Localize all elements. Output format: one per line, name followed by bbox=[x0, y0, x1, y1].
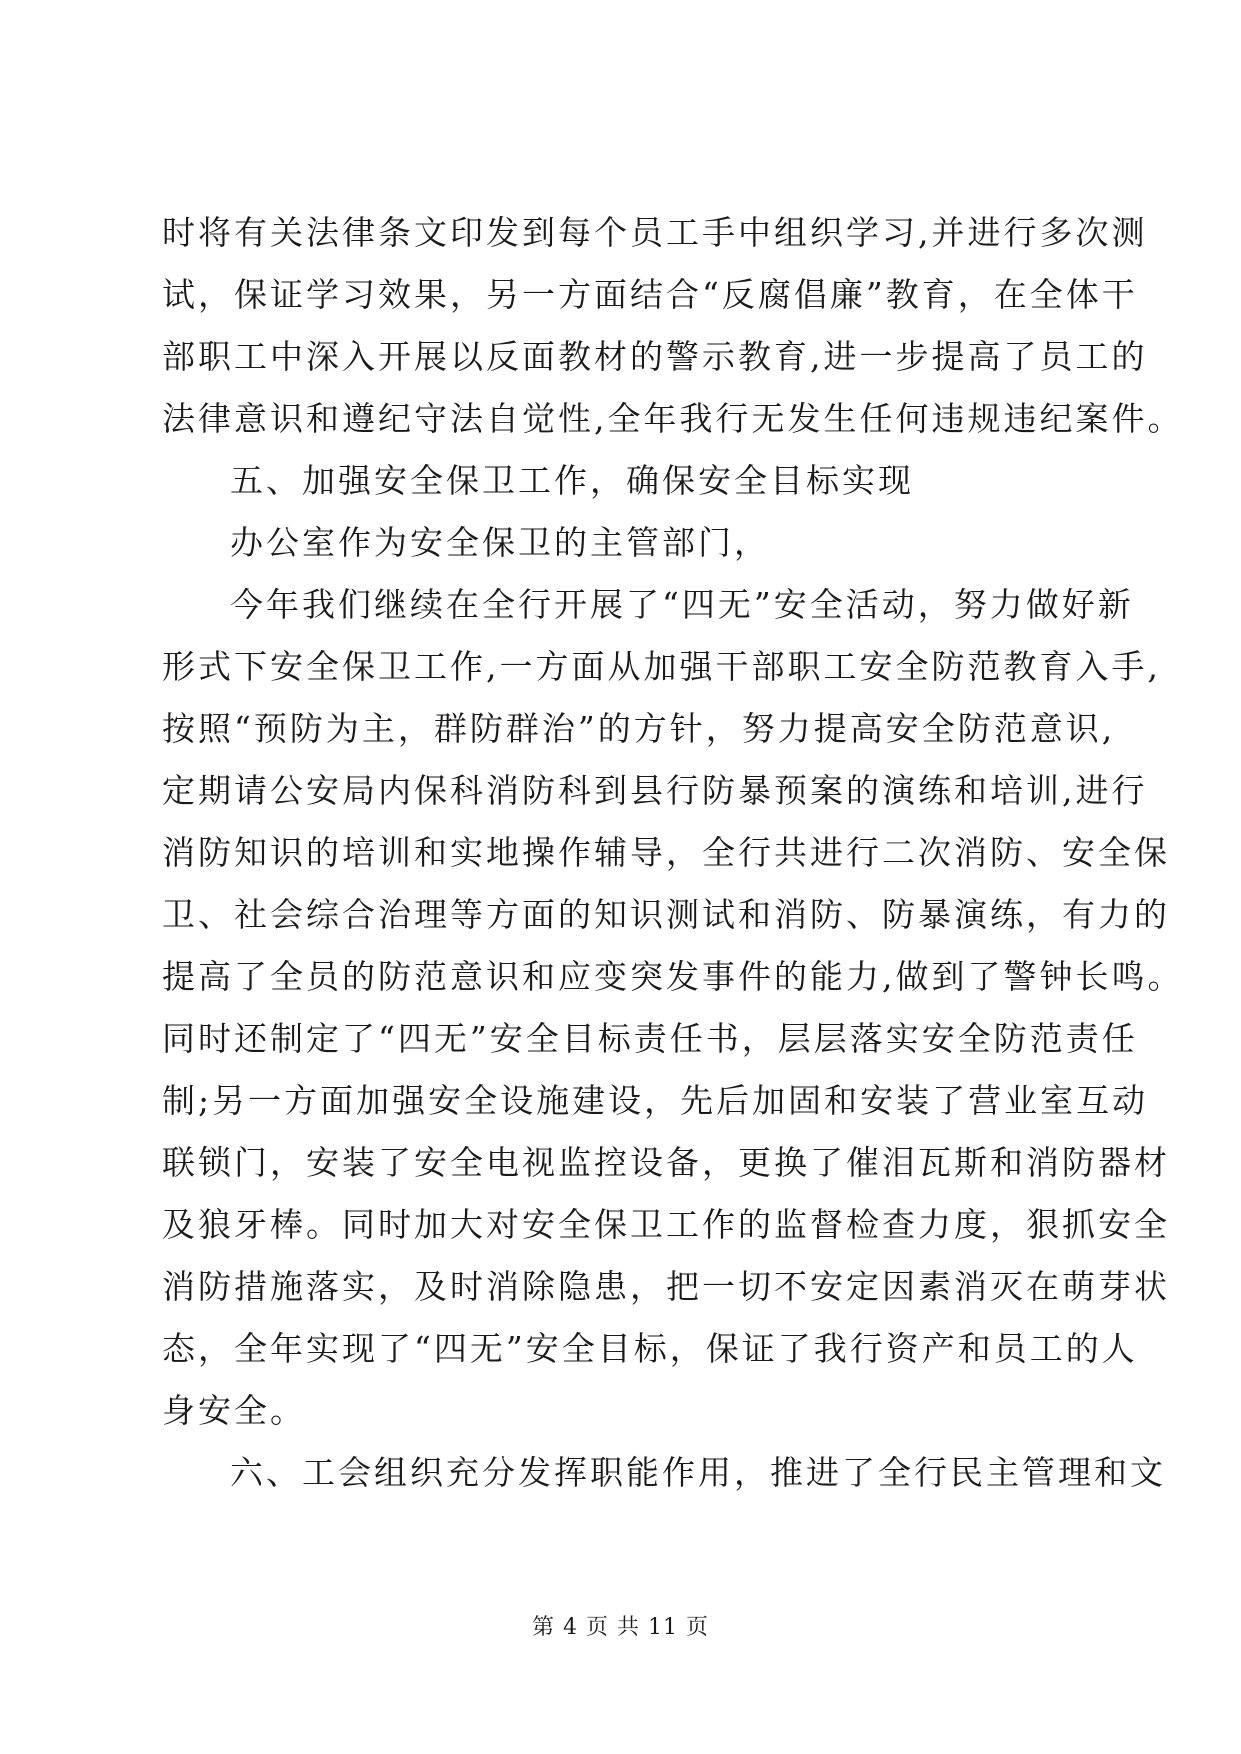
section-heading: 六、工会组织充分发挥职能作用，推进了全行民主管理和文 bbox=[230, 1453, 1166, 1492]
text-line: 卫、社会综合治理等方面的知识测试和消防、防暴演练，有力的 bbox=[162, 895, 1170, 934]
text-line: 办公室作为安全保卫的主管部门， bbox=[230, 523, 770, 562]
text-line: 时将有关法律条文印发到每个员工手中组织学习,并进行多次测 bbox=[162, 213, 1148, 252]
text-line: 及狼牙棒。同时加大对安全保卫工作的监督检查力度，狠抓安全 bbox=[162, 1205, 1170, 1244]
document-body bbox=[162, 202, 1184, 1504]
text-line: 提高了全员的防范意识和应变突发事件的能力,做到了警钟长鸣。 bbox=[162, 957, 1184, 996]
text-line: 同时还制定了“四无”安全目标责任书，层层落实安全防范责任 bbox=[162, 1019, 1138, 1058]
text-line: 形式下安全保卫工作,一方面从加强干部职工安全防范教育入手, bbox=[162, 647, 1161, 686]
text-line: 消防措施落实，及时消除隐患，把一切不安定因素消灭在萌芽状 bbox=[162, 1267, 1170, 1306]
page-number-footer: 第 4 页 共 11 页 bbox=[532, 1615, 709, 1640]
text-line: 态，全年实现了“四无”安全目标，保证了我行资产和员工的人 bbox=[162, 1329, 1138, 1368]
text-line: 联锁门，安装了安全电视监控设备，更换了催泪瓦斯和消防器材 bbox=[162, 1143, 1170, 1182]
text-line: 试，保证学习效果，另一方面结合“反腐倡廉”教育，在全体干 bbox=[162, 275, 1138, 314]
text-line: 法律意识和遵纪守法自觉性,全年我行无发生任何违规违纪案件。 bbox=[162, 399, 1184, 438]
text-line: 今年我们继续在全行开展了“四无”安全活动，努力做好新 bbox=[230, 585, 1134, 624]
text-line: 按照“预防为主，群防群治”的方针，努力提高安全防范意识, bbox=[162, 709, 1116, 748]
text-line: 身安全。 bbox=[162, 1391, 306, 1430]
text-line: 消防知识的培训和实地操作辅导，全行共进行二次消防、安全保 bbox=[162, 833, 1170, 872]
text-line: 定期请公安局内保科消防科到县行防暴预案的演练和培训,进行 bbox=[162, 771, 1148, 810]
section-heading: 五、加强安全保卫工作，确保安全目标实现 bbox=[230, 461, 914, 500]
text-line: 制;另一方面加强安全设施建设，先后加固和安装了营业室互动 bbox=[162, 1081, 1149, 1120]
text-line: 部职工中深入开展以反面教材的警示教育,进一步提高了员工的 bbox=[162, 337, 1148, 376]
